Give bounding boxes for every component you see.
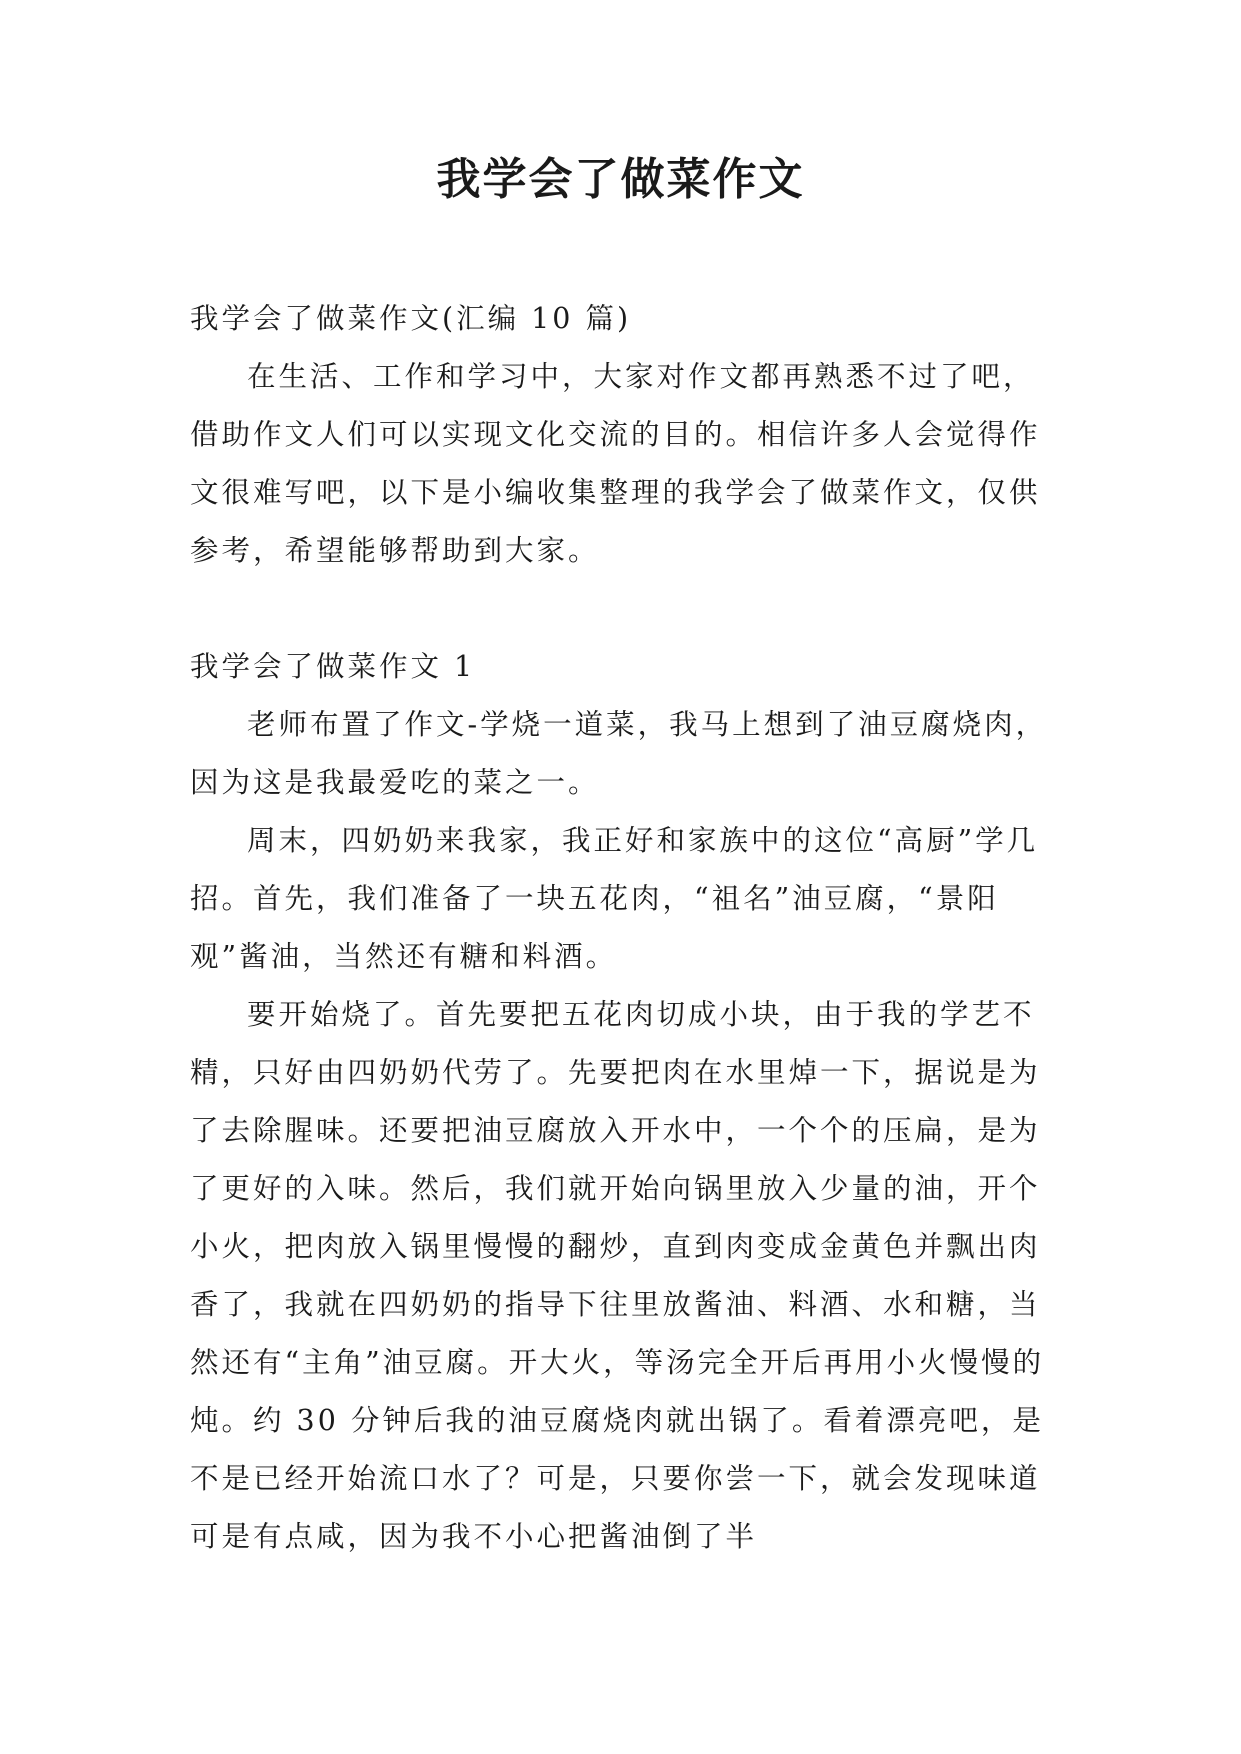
document-body [190, 290, 1060, 1566]
section-heading: 我学会了做菜作文 1 [190, 650, 476, 683]
body-paragraph: 老师布置了作文-学烧一道菜，我马上想到了油豆腐烧肉，因为这是我最爱吃的菜之一。 [190, 708, 1048, 799]
section-spacer [190, 580, 1060, 638]
body-paragraph: 要开始烧了。首先要把五花肉切成小块，由于我的学艺不精，只好由四奶奶代劳了。先要把肉在水里焯一下，据说是为了去除腥味。还要把油豆腐放入开水中，一个个的压扁，是为了更好的入味。然后，我们就开始向锅里放入少量的油，开个小火，把肉放入锅里慢慢的翻炒，直到肉变成金黄色并飘出肉香了，我就在四奶奶的指导下往里放酱油、料酒、水和糖，当然还有“主角”油豆腐。开大火，等汤完全开后再用小火慢慢的炖。约 30 分钟后我的油豆腐烧肉就出锅了。看着漂亮吧，是不是已经开始流口水了？可是，只要你尝一下，就会发现味道可是有点咸，因为我不小心把酱油倒了半 [190, 998, 1045, 1553]
intro-paragraph: 在生活、工作和学习中，大家对作文都再熟悉不过了吧，借助作文人们可以实现文化交流的目的。相信许多人会觉得作文很难写吧，以下是小编收集整理的我学会了做菜作文，仅供参考，希望能够帮助到大家。 [190, 360, 1041, 567]
document-subtitle: 我学会了做菜作文(汇编 10 篇) [190, 302, 632, 335]
document-title: 我学会了做菜作文 [436, 154, 805, 205]
body-paragraph: 周末，四奶奶来我家，我正好和家族中的这位“高厨”学几招。首先，我们准备了一块五花肉，“祖名”油豆腐，“景阳观”酱油，当然还有糖和料酒。 [190, 824, 1039, 973]
